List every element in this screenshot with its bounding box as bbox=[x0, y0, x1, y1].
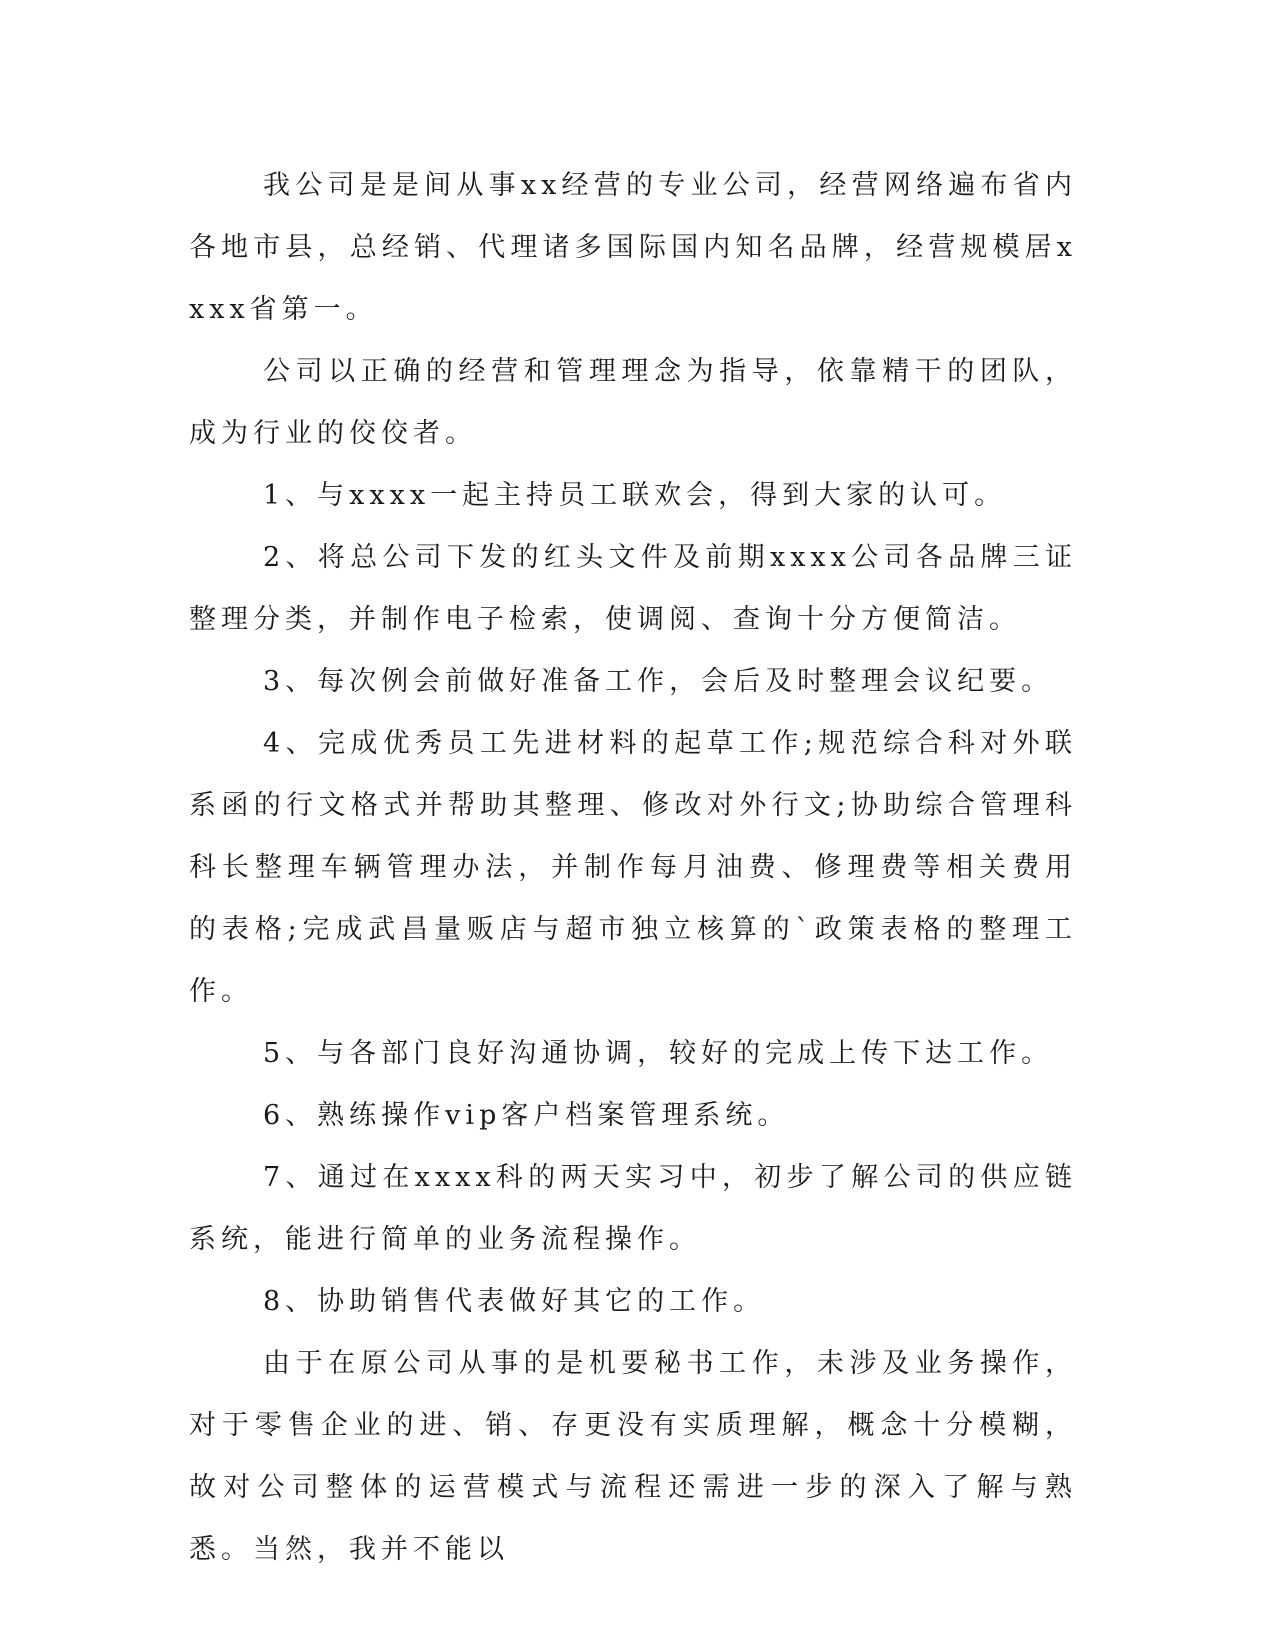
paragraph-company-philosophy: 公司以正确的经营和管理理念为指导，依靠精干的团队，成为行业的佼佼者。 bbox=[189, 356, 1077, 449]
list-item-8: 8、协助销售代表做好其它的工作。 bbox=[263, 1286, 766, 1317]
list-item-7: 7、通过在xxxx科的两天实习中，初步了解公司的供应链系统，能进行简单的业务流程操作。 bbox=[189, 1162, 1077, 1255]
list-item-6: 6、熟练操作vip客户档案管理系统。 bbox=[263, 1100, 790, 1131]
list-item-1: 1、与xxxx一起主持员工联欢会，得到大家的认可。 bbox=[263, 480, 1007, 511]
document-body bbox=[189, 155, 1077, 1581]
list-item-3: 3、每次例会前做好准备工作，会后及时整理会议纪要。 bbox=[263, 666, 1054, 697]
list-item-2: 2、将总公司下发的红头文件及前期xxxx公司各品牌三证整理分类，并制作电子检索，使调阅、查询十分方便简洁。 bbox=[189, 542, 1077, 635]
list-item-5: 5、与各部门良好沟通协调，较好的完成上传下达工作。 bbox=[263, 1038, 1054, 1069]
list-item-4: 4、完成优秀员工先进材料的起草工作;规范综合科对外联系函的行文格式并帮助其整理、修改对外行文;协助综合管理科科长整理车辆管理办法，并制作每月油费、修理费等相关费用的表格;完成武昌量贩店与超市独立核算的`政策表格的整理工作。 bbox=[189, 728, 1077, 1007]
paragraph-reflection: 由于在原公司从事的是机要秘书工作，未涉及业务操作，对于零售企业的进、销、存更没有实质理解，概念十分模糊，故对公司整体的运营模式与流程还需进一步的深入了解与熟悉。当然，我并不能以 bbox=[189, 1348, 1077, 1565]
paragraph-company-intro: 我公司是是间从事xx经营的专业公司，经营网络遍布省内各地市县，总经销、代理诸多国际国内知名品牌，经营规模居xxxx省第一。 bbox=[189, 170, 1077, 325]
